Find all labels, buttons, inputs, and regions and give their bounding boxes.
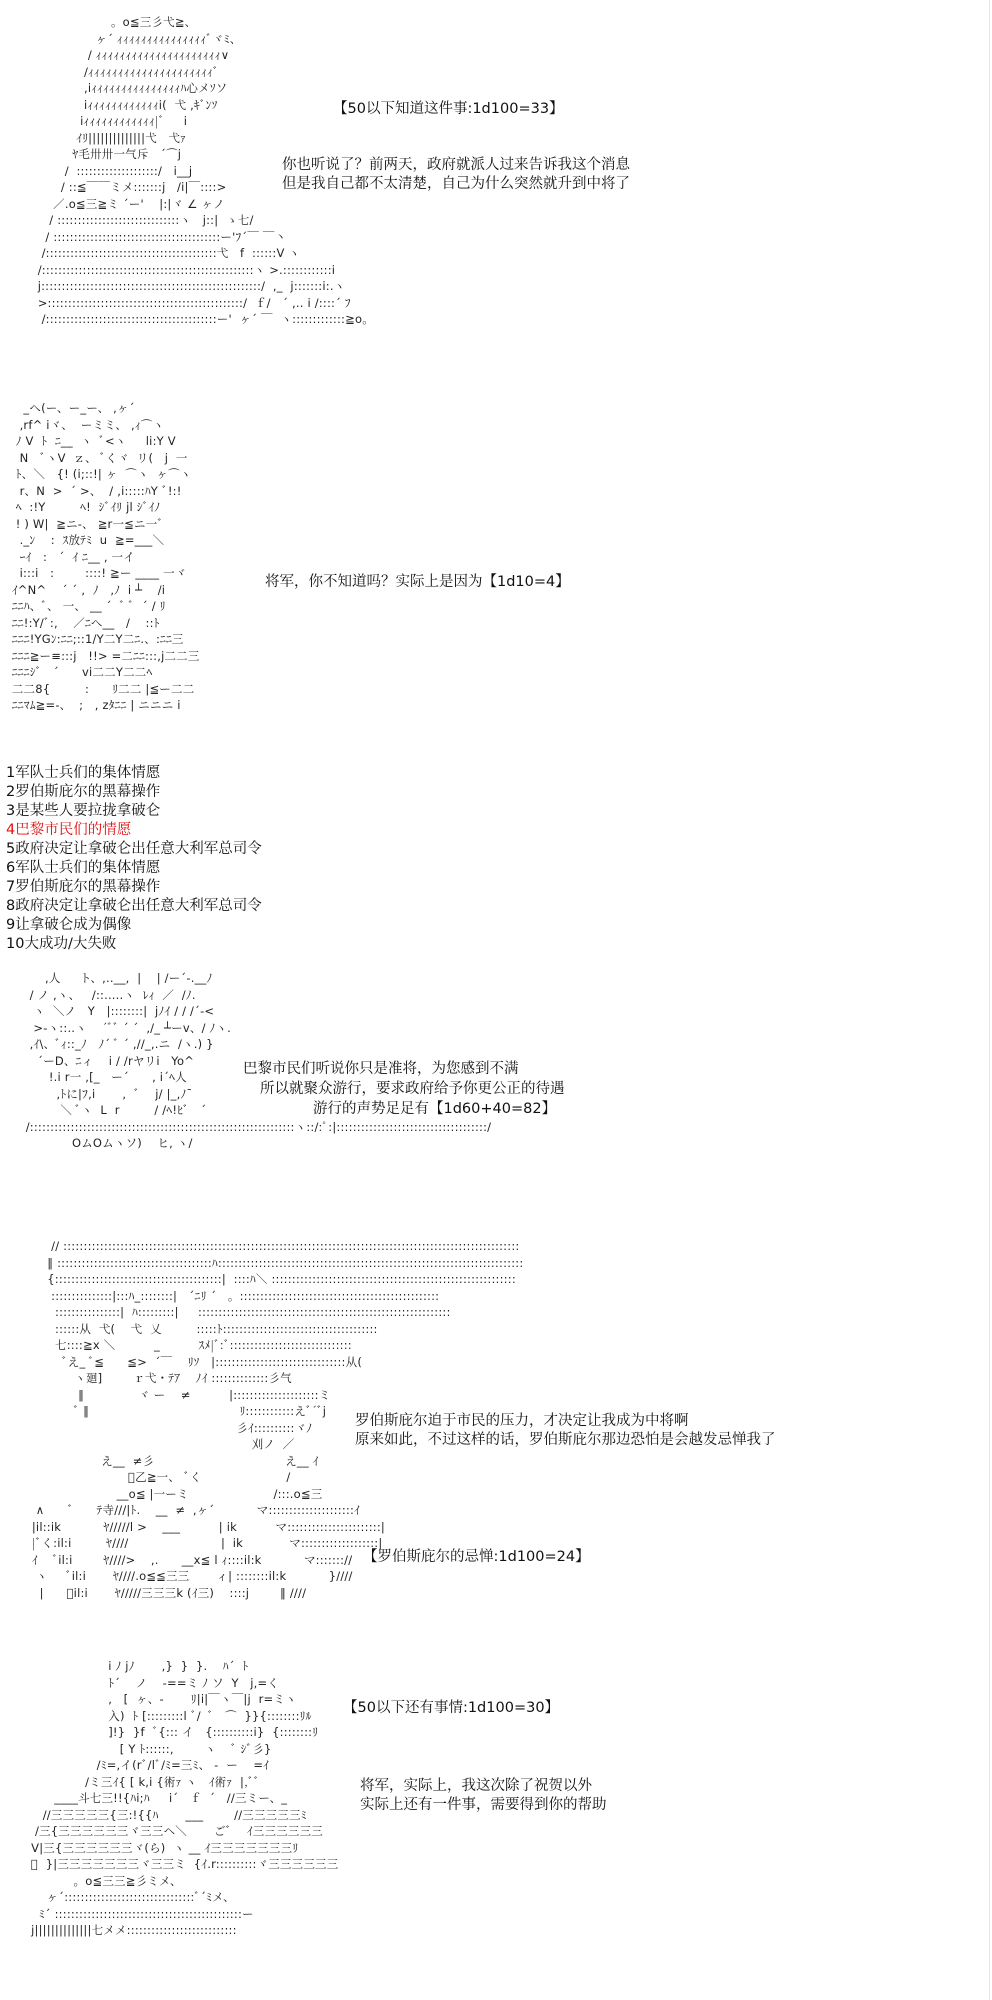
dialogue-line: 【罗伯斯庇尔的忌惮:1d100=24】 [363,1549,590,1565]
dialogue-line: 游行的声势足足有【1d60+40=82】 [313,1101,557,1117]
page-edge-divider [989,0,990,2000]
dialogue-line: 实际上还有一件事，需要得到你的帮助 [360,1797,607,1813]
choice-item: 3是某些人要拉拢拿破仑 [6,803,161,819]
choice-item: 5政府决定让拿破仑出任意大利军总司令 [6,841,262,857]
dialogue-line: 罗伯斯庇尔迫于市民的压力，才决定让我成为中将啊 [355,1413,689,1429]
dialogue-line: 【50以下还有事情:1d100=30】 [343,1700,560,1716]
choice-item-highlighted: 4巴黎市民们的情愿 [6,822,132,838]
ascii-art-panel-1: 。o≦三彡弋≧、 ヶ´ ｨｨｨｨｨｨｨｨｨｨｨｨｨｨｨﾞヾﾐ、 / ｨｨｨｨｨｨｨｨｨｨｨｨｨｨｨｨｨｨｨｨｨ∨ /ｨｨｨｨｨｨｨｨｨｨｨｨｨｨｨｨｨｨｨｨｨﾞ ,iｨｨｨｨｨｨｨｨｨｨｨｨｨｨｨﾊ心メｿソ iｨｨｨｨｨｨｨｨｨｨｨｨi( 弋 ,ｷﾞﾝｿ iｨｨｨｨｨｨｨｨｨｨｨｨ|ﾞ i ｲﾘ||||||||||||||弋 弋ｧ ﾔ毛卅卅一气斥 ´⌒j / ::::::::::::::::::::/ i__j / ::≦￣￣ミメ:::::::j /i|￣::::> ／.o≦三≧ミ ´ー' |:|ヾ ∠ ヶノ / ::::::::::::::::::::::::::::::ヽ j::| ゝ七/ / :::::::::::::::::::::::::::::::::::::::::ー'ﾌ´￣ ￣丶 /::::::::::::::::::::::::::::::::::::::::::弋 f ::::::V ヽ /::::::::::::::::::::::::::::::::::::::::::::::::::::ヽ >.::::::::::::i j::::::::::::::::::::::::::::::::::::::::::::::::::::::/ ,_ j:::::::i:.ヽ >::::::::::::::::::::::::::::::::::::::::::::::::/ ｆ/ ´ ,.. i /::::´ ﾌ /::::::::::::::::::::::::::::::::::::::::::ー' ヶ´ ￣ ヽ:::::::::::::≧o。 [37,15,374,326]
ascii-art-panel-4: // :::::::::::::::::::::::::::::::::::::::::::::::::::::::::::::::::::::::::::::::::::::::::::::::::::::::::::::::: ‖ ::::::::::::::::::::::::::::::::::::::ﾊ::::::::::::::::::::::::::::::::::::::::::::::::::::::::::::::::::::::::::: {:::::::::::::::::::::::::::::::::::::::::| ::::ﾊ＼ :::::::::::::::::::::::::::::::::::::::::::::::::::::::::::: :::::::::::::::|:::ﾊ_::::::::| ´ﾆﾘ ´ 。::::::::::::::::::::::::::::::::::::::::::::::::: ::::::::::::::::| ﾊ:::::::::| :::::::::::::::::::::::::::::::::::::::::::::::::::::::::::::: ::::::从 弋( 弋 乂 :::::ﾄ:::::::::::::::::::::::::::::::::::::: 七::::≧x ＼ _ ｽﾒ|ﾞ:ﾞ:::::::::::::::::::::::::::::: ﾞえ_ ﾞ≦ ≦> ´￣ ﾘｿ |::::::::::::::::::::::::::::::::从( ヽ廻] ｒ弋・ﾃｱ ﾉｲ ::::::::::::::彡气 ‖ ヾ ー ≠ |:::::::::::::::::::::ミ ﾞ ‖ ﾘ::::::::::::えﾞ´ﾞj 彡ｲ::::::::::ヾﾉ 刈ノ ／ え__ ≠彡 え__ ｲ ﾞ乙≧一、 ﾞく / __o≦ |一ーミ /:::.o≦三 ∧ ﾞ ﾃ寺///|ﾄ. __ ≠ ,ヶ´ マ:::::::::::::::::::::ｲ |il::ik ﾔ/////l > ___ | ik マ:::::::::::::::::::::::| |ﾞく:il:i ﾔ//// | ik マ:::::::::::::::::::| ｲ ﾞil:i ﾔ////> ,. __x≦ l ｨ::::il:k マ:::::::// ヽ ﾞil:i ﾔ////.o≦≦三三 ィ| ::::::::il:k }//// | ﾞil:i ﾔ/////三三三k (ｲ三) ::::j ‖ //// [31,1239,524,1600]
ascii-art-panel-3: ,人 ト、,..__, | | /ー´-.__ﾉ / ノ ,ヽ、 /::.....ヽ ﾚｨ ／ /ﾉ. ヽ ＼ノ Y |::::::::| jﾉｲ / / /´-< >-ヽ::..ヽ ´ﾞﾞ ´ ´ ,/_ ┴ーv、/ ﾉヽ. ,ｲ\、ﾞｨ::_ﾉ ﾉ´ ﾞ ´ ,//_,.ニ /ヽ.) } ´ーD、ﾆィ i / /rヤリi Yo^ !.i r一 ,[_ ー´ , i´ﾍ人 ,ﾄに|ﾌ,i , ﾞ j/ |_,ﾉ¯ ＼ ﾞヽ L r / /ﾍ!ﾋﾞ ´ /:::::::::::::::::::::::::::::::::::::::::::::::::::::::::::::::::ヽ::/:ﾟ:|:::::::::::::::::::::::::::::::::::::/ OムOムヽソ) ヒ, ヽ/ [25,971,492,1150]
dialogue-line: 将军，你不知道吗？实际上是因为【1d10=4】 [265,574,570,590]
dialogue-line: 所以就聚众游行，要求政府给予你更公正的待遇 [260,1081,565,1097]
choice-item: 9让拿破仑成为偶像 [6,917,132,933]
choice-item: 1军队士兵们的集体情愿 [6,765,161,781]
ascii-art-panel-2: _へ(ー、ー_ー、 ,ヶ´ ,rf^ iヾ、 ーミミ、 ,ｨ⌒ヽ ﾉ V ﾄ ﾆ__ ヽ ﾞ<ヽ li:Y V N ﾞヽV ｚ、 ﾞくヾ リ( j 一 ﾄ、＼ {! (i;::!| ヶ ⌒ヽ ヶ⌒ヽ r、N > ´ >、 / ,i:::::ﾊY ﾞ!:! ﾍ :!Y ﾍ! ｼﾞｲﾘ jl ｼﾞｲﾉ ! ) W| ≧ニ-、 ≧r一≦ニ一ﾞ ._ﾝ : ｽ放ﾃﾐ u ≧=___＼ ｰｲ : ´ ｲ ﾆ__ , 一イ i:::i : ::::! ≧ー ____ 一ヾ ｲ^N^ ´ ´ , ﾉ ,ﾉ i ┴ /i ﾆﾆﾊ、ﾞ、 一、 __ ´ ﾞ ﾞ ´ / ﾘ ﾆﾆ!:Y/ﾞ:, ／ﾆへ__ / ::ﾄ ﾆﾆﾆ!YGﾝ:ﾆﾆ;::1/Y二Y二ﾆ.、:ﾆﾆ三 ﾆﾆﾆ≧ー≡:::j !!> =二ﾆﾆ:::,j二二三 ﾆﾆﾆｼﾞ ´ vi二二Y二二ﾍ 二二8{ : ﾘ二二 |≦ー二二 ﾆﾆﾏﾑ≧=-、 ; , zﾀﾆﾆ | ニニニ i [11,401,200,712]
dialogue-line: 你也听说了？前两天，政府就派人过来告诉我这个消息 [282,157,630,173]
choice-item: 10大成功/大失败 [6,936,117,952]
dialogue-line: 将军，实际上，我这次除了祝贺以外 [360,1778,592,1794]
choice-item: 7罗伯斯庇尔的黑幕操作 [6,879,161,895]
choice-item: 6军队士兵们的集体情愿 [6,860,161,876]
dialogue-line: 但是我自己都不太清楚，自己为什么突然就升到中将了 [282,176,630,192]
dialogue-line: 【50以下知道这件事:1d100=33】 [333,101,564,117]
choice-item: 2罗伯斯庇尔的黑幕操作 [6,784,161,800]
choice-item: 8政府决定让拿破仑出任意大利军总司令 [6,898,262,914]
ascii-art-panel-5: i ﾉ jﾉ ,} } }. ﾊ´ ﾄ ﾄ´ ノ -==ミ ﾉ ソ Y j,=く , [ ヶ、- ﾘ|i|￣ヽ￣|j r=ミヽ 入) ﾄ [:::::::::l ﾞ/ ﾞ ⌒ }}{::::::::ﾘﾙ ]!} }f ﾞ{::: イ {::::::::::i} {::::::::ﾘ [ Y ﾄ::::::, ヽ ﾞ ｼﾞ彡} /ﾐ=,イ(rﾞ/lﾞ/ﾐ=三ﾐ、 - ー =ｲ /ミ三ｲ{ [ k,i {術ｧ ヽ ｲ術ｧ |,ﾞﾞ ____斗七三!!{ﾊi;ﾊ i´ ｆ ´ //三ミー、_ //三三三三三{三:!{{ﾊ ___ //三三三三三ﾐ /三{三三三三三三ヾ三三ヘ＼ ごﾞ ｲ三三三三三三 V|三{三三三三三三ヾ(ら) ヽ __ ｲ三三三三三三三ﾘ ﾞ }|三三三三三三三ヾ三三ミ {ｲ.r::::::::::ヾ三三三三三三 。o≦三三≧彡ミメ、 ヶ´::::::::::::::::::::::::::::::::ﾞ´ﾐメ、 ﾐ´ ::::::::::::::::::::::::::::::::::::::::::::::ー j||||||||||||||七メメ::::::::::::::::::::::::::: [27,1659,339,1937]
dialogue-line: 巴黎市民们听说你只是准将，为您感到不满 [243,1061,519,1077]
dialogue-line: 原来如此，不过这样的话，罗伯斯庇尔那边恐怕是会越发忌惮我了 [355,1432,776,1448]
